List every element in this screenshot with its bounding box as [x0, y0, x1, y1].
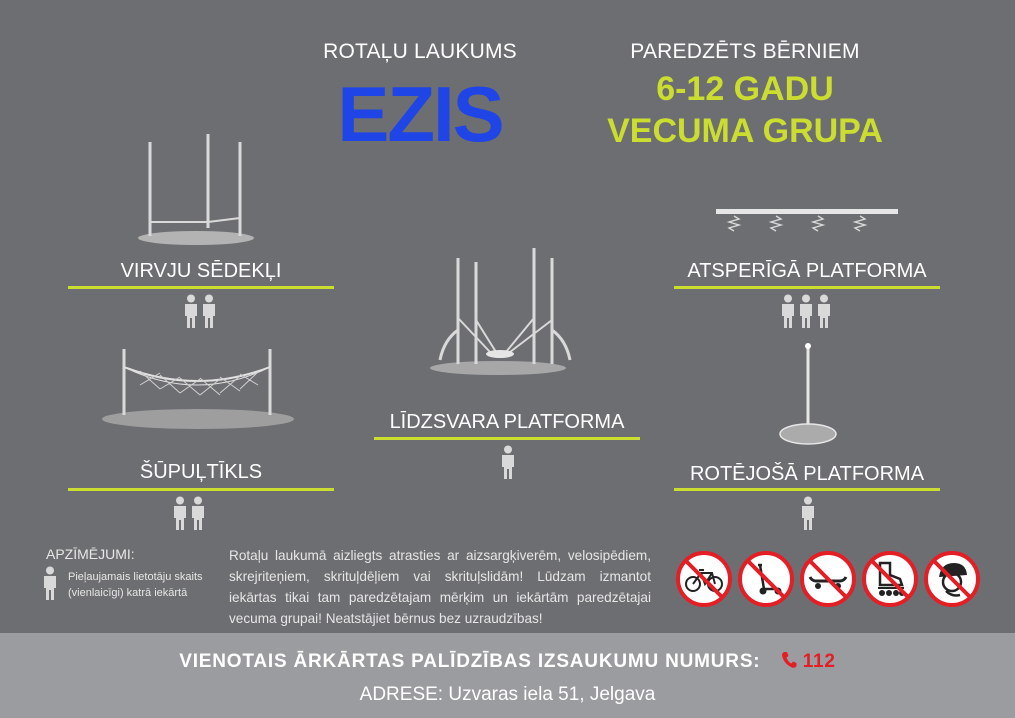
equipment-label-balance-platform: LĪDZSVARA PLATFORMA [389, 411, 625, 433]
underline [68, 286, 334, 289]
skateboard-icon [800, 551, 856, 607]
age-range: 6-12 GADU [656, 70, 834, 108]
swing-net-illustration [100, 345, 300, 435]
underline [674, 488, 940, 491]
legend-description [68, 569, 228, 601]
underline [68, 488, 334, 491]
legend-line-1: Pieļaujamais lietotāju skaits [68, 571, 203, 583]
playground-subtitle: ROTAĻU LAUKUMS [323, 40, 517, 63]
emergency-line [0, 651, 1015, 673]
legend-line-2: (vienlaicīgi) katrā iekārtā [68, 587, 188, 599]
footer [0, 633, 1015, 718]
spring-platform-illustration [712, 200, 902, 240]
equipment-label-spring-platform: ATSPERĪGĀ PLATFORMA [687, 260, 927, 282]
user-count-icon [172, 496, 208, 530]
bicycle-icon [676, 551, 732, 607]
playground-name: EZIS [337, 70, 503, 158]
equipment-label-rope-seats: VIRVJU SĒDEKĻI [120, 260, 282, 282]
user-count-icon [500, 445, 518, 479]
rope-seats-illustration [120, 130, 270, 250]
underline [674, 286, 940, 289]
rotating-platform-illustration [770, 340, 850, 450]
legend-title: APZĪMĒJUMI: [46, 546, 135, 562]
user-count-icon [780, 294, 834, 328]
user-count-icon [800, 496, 818, 530]
age-group: VECUMA GRUPA [607, 112, 883, 150]
age-intro: PAREDZĒTS BĒRNIEM [630, 40, 860, 63]
emergency-label: VIENOTAIS ĀRKĀRTAS PALĪDZĪBAS IZSAUKUMU NUMURS: [179, 651, 761, 672]
person-icon [42, 566, 60, 600]
safety-notice: Rotaļu laukumā aizliegts atrasties ar aizsargķiverēm, velosipēdiem, skrejriteņiem, skrituļdēļiem vai skrituļslidām! Lūdzam izmantot iekārtas tikai tam paredzētajam mērķim un iekārtām paredzētajai vecuma grupai! Neatstājiet bērnus bez uzraudzības! [229, 548, 651, 626]
rollerblade-icon [862, 551, 918, 607]
address: ADRESE: Uzvaras iela 51, Jelgava [359, 684, 656, 705]
balance-platform-illustration [410, 240, 580, 380]
equipment-label-swing-net: ŠŪPUĻTĪKLS [139, 461, 263, 483]
underline [374, 437, 640, 440]
scooter-icon [738, 551, 794, 607]
emergency-number[interactable]: 112 [802, 651, 836, 672]
equipment-label-rotating-platform: ROTĒJOŠĀ PLATFORMA [689, 463, 925, 485]
user-count-icon [183, 294, 219, 328]
phone-icon [781, 651, 797, 669]
helmet-icon [924, 551, 980, 607]
